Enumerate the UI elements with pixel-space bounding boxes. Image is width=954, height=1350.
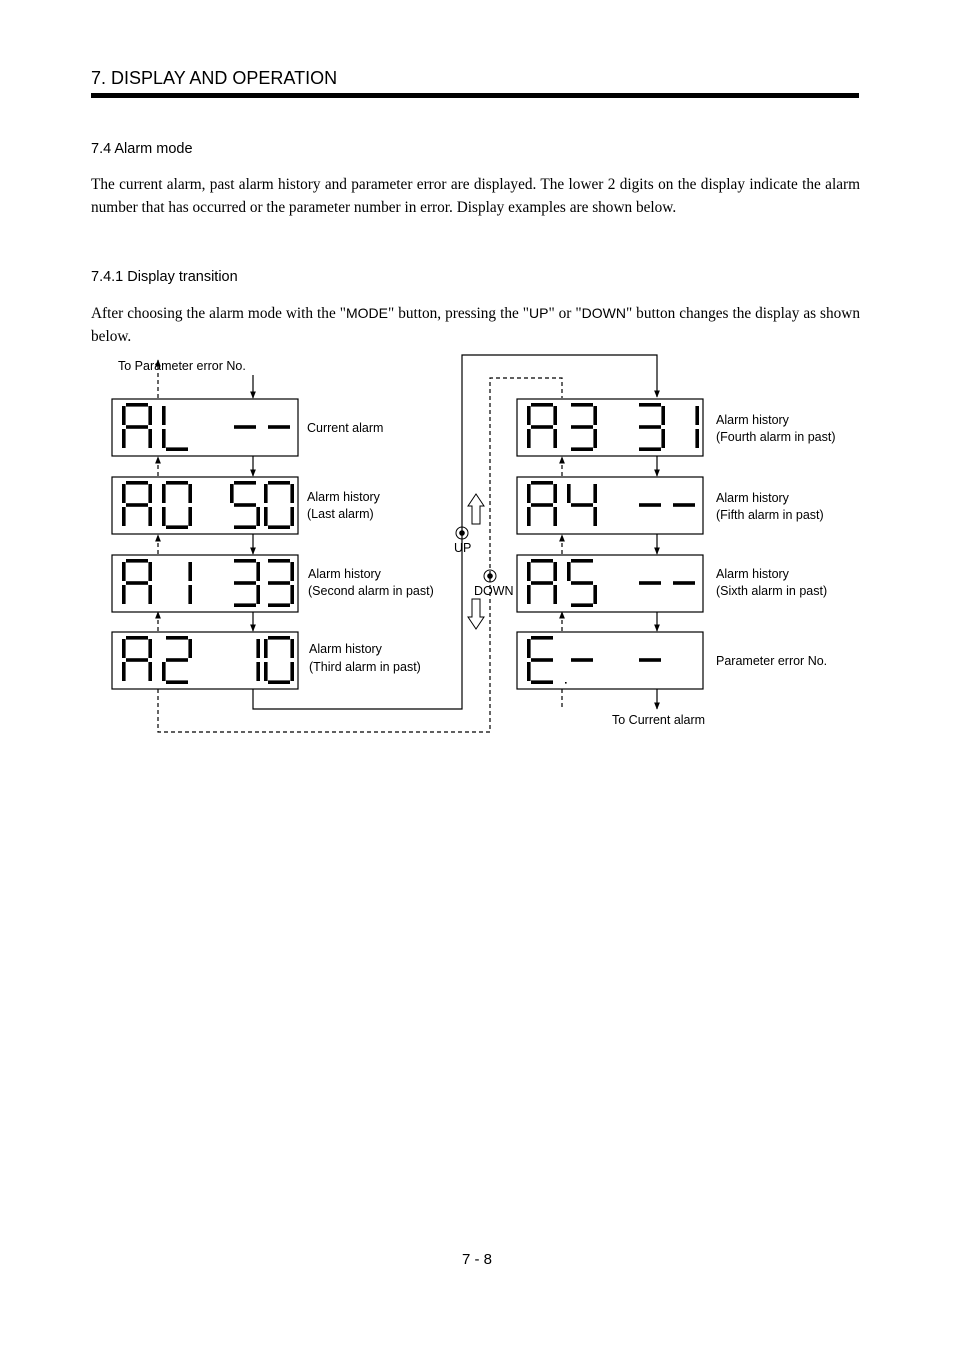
segment-c xyxy=(256,662,260,681)
body-text-4: " button changes the display as shown below. xyxy=(91,305,860,345)
to-current-label: To Current alarm xyxy=(612,713,706,727)
segment-e xyxy=(527,507,531,526)
segment-e xyxy=(527,429,531,448)
to-param-label: To Parameter error No. xyxy=(118,359,246,373)
segment-g xyxy=(268,581,290,585)
segment-g xyxy=(571,503,593,507)
segment-b xyxy=(256,562,260,581)
label-a5-line1: Alarm history xyxy=(716,567,789,581)
segment-c xyxy=(695,429,699,448)
segment-c xyxy=(256,507,260,526)
segment-f xyxy=(527,406,531,425)
segment-b xyxy=(593,484,597,503)
segment-a xyxy=(531,636,553,640)
segment-c xyxy=(290,507,294,526)
segment-f xyxy=(230,484,234,503)
segment-f xyxy=(122,406,126,425)
segment-g xyxy=(126,425,148,429)
segment-e xyxy=(162,429,166,448)
up-button-label: UP xyxy=(454,541,472,555)
segment-f xyxy=(162,484,166,503)
segment-a xyxy=(571,559,593,563)
segment-a xyxy=(639,403,661,407)
segment-d xyxy=(268,525,290,529)
segment-d xyxy=(639,447,661,451)
segment-a xyxy=(268,636,290,640)
down-button-label: DOWN xyxy=(474,584,514,598)
segment-b xyxy=(290,484,294,503)
segment-a xyxy=(268,481,290,485)
decimal-point xyxy=(565,682,567,684)
segment-b xyxy=(188,639,192,658)
segment-c xyxy=(148,429,152,448)
segment-g xyxy=(531,425,553,429)
segment-b xyxy=(695,406,699,425)
up-arrow-icon xyxy=(468,494,484,524)
segment-a xyxy=(126,636,148,640)
segment-e xyxy=(122,662,126,681)
segment-d xyxy=(531,680,553,684)
subsection-heading: 7.4.1 Display transition xyxy=(91,269,238,285)
segment-c xyxy=(593,507,597,526)
segment-g xyxy=(531,503,553,507)
segment-d xyxy=(268,680,290,684)
segment-c xyxy=(290,662,294,681)
segment-f xyxy=(122,639,126,658)
segment-e xyxy=(122,585,126,604)
segment-d xyxy=(234,525,256,529)
body-text-3: " or " xyxy=(548,305,582,322)
segment-f xyxy=(527,639,531,658)
segment-a xyxy=(126,559,148,563)
down-arrow-icon xyxy=(468,599,484,629)
segment-g xyxy=(234,425,256,429)
segment-g xyxy=(673,503,695,507)
segment-b xyxy=(290,562,294,581)
label-a2-line1: Alarm history xyxy=(309,642,382,656)
segment-a xyxy=(126,403,148,407)
up-button-ref: UP xyxy=(528,305,549,321)
body-text-1: After choosing the alarm mode with the " xyxy=(91,305,346,322)
segment-a xyxy=(166,636,188,640)
segment-c xyxy=(148,507,152,526)
segment-c xyxy=(553,585,557,604)
segment-d xyxy=(166,680,188,684)
segment-e xyxy=(527,585,531,604)
segment-f xyxy=(567,562,571,581)
segment-b xyxy=(148,639,152,658)
segment-g xyxy=(639,425,661,429)
segment-d xyxy=(571,447,593,451)
segment-d xyxy=(571,603,593,607)
segment-c xyxy=(593,429,597,448)
segment-a xyxy=(166,481,188,485)
segment-e xyxy=(122,429,126,448)
segment-f xyxy=(567,484,571,503)
segment-e xyxy=(264,507,268,526)
segment-b xyxy=(148,406,152,425)
segment-g xyxy=(234,503,256,507)
segment-c xyxy=(188,507,192,526)
segment-b xyxy=(188,484,192,503)
segment-g xyxy=(234,581,256,585)
label-a5-line2: (Sixth alarm in past) xyxy=(716,584,828,598)
segment-d xyxy=(234,603,256,607)
segment-b xyxy=(553,484,557,503)
segment-c xyxy=(553,429,557,448)
segment-d xyxy=(268,603,290,607)
segment-c xyxy=(148,585,152,604)
segment-f xyxy=(264,639,268,658)
segment-c xyxy=(553,507,557,526)
label-a4-line1: Alarm history xyxy=(716,491,789,505)
body-text-2: " button, pressing the " xyxy=(387,305,529,322)
segment-f xyxy=(527,562,531,581)
segment-g xyxy=(571,581,593,585)
segment-a xyxy=(531,403,553,407)
segment-c xyxy=(290,585,294,604)
segment-a xyxy=(234,481,256,485)
label-a0-line1: Alarm history xyxy=(307,490,380,504)
segment-b xyxy=(148,484,152,503)
segment-b xyxy=(553,562,557,581)
label-a3-line2: (Fourth alarm in past) xyxy=(716,430,836,444)
segment-g xyxy=(531,581,553,585)
segment-g xyxy=(126,658,148,662)
segment-e xyxy=(162,662,166,681)
segment-d xyxy=(166,525,188,529)
segment-g xyxy=(268,425,290,429)
segment-d xyxy=(166,447,188,451)
segment-e xyxy=(162,507,166,526)
segment-b xyxy=(661,406,665,425)
label-a1-line1: Alarm history xyxy=(308,567,381,581)
label-a3-line1: Alarm history xyxy=(716,413,789,427)
segment-a xyxy=(571,403,593,407)
label-a1-line2: (Second alarm in past) xyxy=(308,584,434,598)
down-button-ref: DOWN xyxy=(581,305,626,321)
segment-a xyxy=(126,481,148,485)
segment-f xyxy=(122,484,126,503)
label-a4-line2: (Fifth alarm in past) xyxy=(716,508,824,522)
segment-b xyxy=(148,562,152,581)
segment-g xyxy=(639,503,661,507)
segment-a xyxy=(531,481,553,485)
label-current-alarm: Current alarm xyxy=(307,421,384,435)
segment-b xyxy=(553,406,557,425)
segment-a xyxy=(234,559,256,563)
label-param-error: Parameter error No. xyxy=(716,654,828,668)
segment-g xyxy=(166,658,188,662)
segment-f xyxy=(264,484,268,503)
segment-g xyxy=(571,425,593,429)
segment-g xyxy=(673,581,695,585)
segment-a xyxy=(268,559,290,563)
segment-b xyxy=(256,639,260,658)
segment-e xyxy=(527,662,531,681)
segment-f xyxy=(162,406,166,425)
segment-g xyxy=(531,658,553,662)
segment-a xyxy=(531,559,553,563)
segment-b xyxy=(290,639,294,658)
segment-e xyxy=(122,507,126,526)
section-body: The current alarm, past alarm history and parameter error are displayed. The lower 2 digits on the display indicate the alarm number that has occurred or the parameter number in error. Display examples are shown below. xyxy=(91,176,860,216)
segment-g xyxy=(126,581,148,585)
segment-c xyxy=(148,662,152,681)
page-number: 7 - 8 xyxy=(461,1251,492,1268)
segment-g xyxy=(126,503,148,507)
page-header-title: 7. DISPLAY AND OPERATION xyxy=(91,68,338,88)
segment-c xyxy=(256,585,260,604)
label-a2-line2: (Third alarm in past) xyxy=(309,660,421,674)
section-heading: 7.4 Alarm mode xyxy=(91,141,193,157)
segment-f xyxy=(527,484,531,503)
segment-f xyxy=(122,562,126,581)
segment-c xyxy=(593,585,597,604)
segment-g xyxy=(639,581,661,585)
segment-e xyxy=(264,662,268,681)
label-a0-line2: (Last alarm) xyxy=(307,507,374,521)
segment-g xyxy=(639,658,661,662)
segment-b xyxy=(593,406,597,425)
segment-c xyxy=(188,585,192,604)
segment-c xyxy=(661,429,665,448)
segment-g xyxy=(571,658,593,662)
segment-b xyxy=(188,562,192,581)
mode-button-ref: MODE xyxy=(345,305,388,321)
